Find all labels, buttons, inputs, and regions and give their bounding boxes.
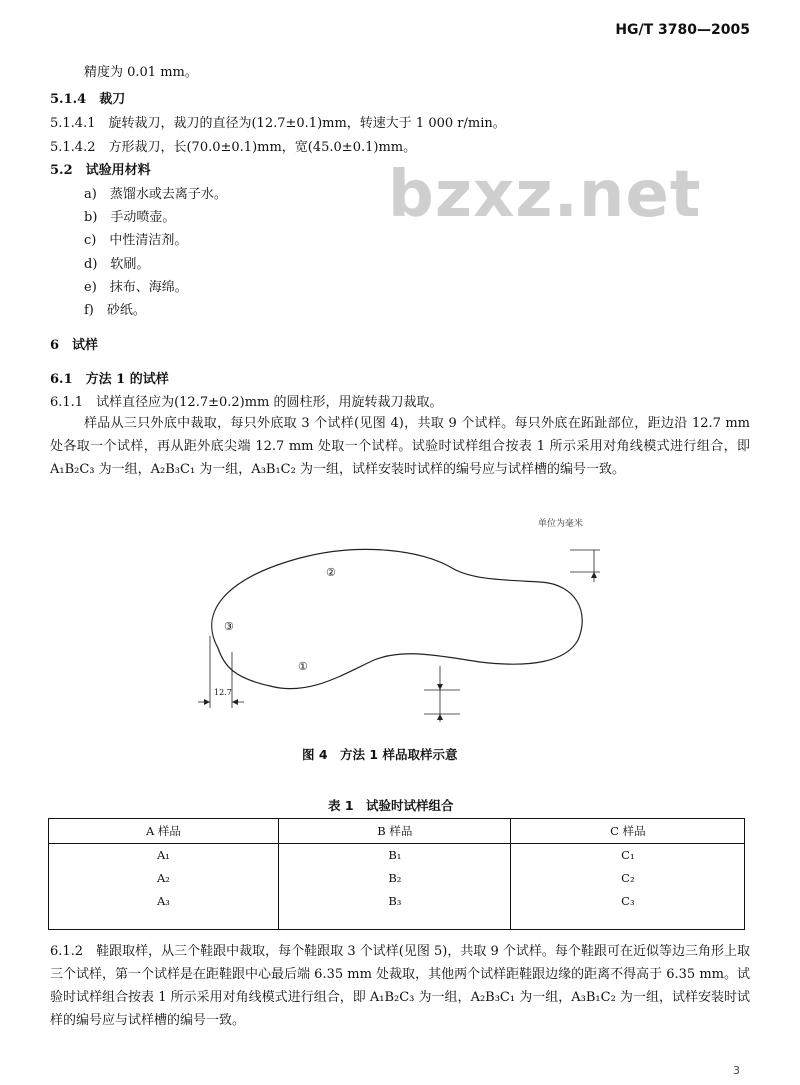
clause-5-1-4-1: 5.1.4.1 旋转裁刀，裁刀的直径为(12.7±0.1)mm，转速大于 1 000 r/min。 bbox=[50, 116, 506, 131]
table-left-rule bbox=[48, 819, 49, 929]
cell-c: C₁ bbox=[621, 847, 635, 862]
clause-5-1-4-2: 5.1.4.2 方形裁刀，长(70.0±0.1)mm，宽(45.0±0.1)mm。 bbox=[50, 140, 417, 155]
cell-b: B₂ bbox=[388, 870, 402, 885]
header-a: A 样品 bbox=[145, 824, 181, 838]
heading-5-2: 5.2 试验用材料 bbox=[50, 163, 151, 178]
table-row bbox=[48, 843, 745, 866]
list-item-e: e) 抹布、海绵。 bbox=[84, 280, 188, 295]
table-row bbox=[48, 866, 745, 889]
figure-caption: 图 4 方法 1 样品取样示意 bbox=[302, 747, 458, 762]
list-item-b: b) 手动喷壶。 bbox=[84, 210, 176, 225]
clause-6-1-1: 6.1.1 试样直径应为(12.7±0.2)mm 的圆柱形，用旋转裁刀裁取。 bbox=[50, 395, 443, 410]
cell-a: A₂ bbox=[157, 870, 170, 885]
cell-c: C₂ bbox=[621, 870, 635, 885]
heading-6-1: 6.1 方法 1 的试样 bbox=[50, 372, 169, 387]
table-header-rule bbox=[48, 843, 745, 844]
precision-line: 精度为 0.01 mm。 bbox=[84, 65, 198, 80]
standard-code: HG/T 3780—2005 bbox=[615, 22, 750, 38]
table-row bbox=[48, 889, 745, 912]
table-col-divider-2 bbox=[510, 819, 511, 929]
sample-mark-2: ② bbox=[326, 566, 336, 579]
list-item-f: f) 砂纸。 bbox=[84, 303, 146, 318]
sample-mark-3: ③ bbox=[224, 620, 234, 633]
list-item-d: d) 软刷。 bbox=[84, 257, 150, 272]
page-number: 3 bbox=[733, 1064, 740, 1077]
heading-5-1-4: 5.1.4 裁刀 bbox=[50, 92, 126, 107]
cell-b: B₃ bbox=[388, 893, 402, 908]
table-header-row bbox=[48, 819, 745, 843]
header-b: B 样品 bbox=[377, 824, 413, 838]
watermark: bzxz.net bbox=[388, 158, 702, 232]
unit-note: 单位为毫米 bbox=[538, 519, 584, 529]
heading-6: 6 试样 bbox=[50, 338, 99, 353]
table-right-rule bbox=[744, 819, 745, 929]
sample-combination-table bbox=[48, 819, 745, 912]
paragraph-6-1-1: 样品从三只外底中裁取，每只外底取 3 个试样(见图 4)，共取 9 个试样。每只外底在跖趾部位，距边沿 12.7 mm 处各取一个试样，再从距外底尖端 12.7 mm 处取一个试样。试验时试样组合按表 1 所示采用对角线模式进行组合，即 A₁B₂C₃ 为一组，A₂B₃C₁ 为一组，A₃B₁C₂ 为一组，试样安装时试样的编号应与试样槽的编号一致。 bbox=[50, 416, 750, 477]
header-c: C 样品 bbox=[610, 824, 646, 838]
list-item-a: a) 蒸馏水或去离子水。 bbox=[84, 187, 227, 202]
sample-mark-1: ① bbox=[298, 660, 308, 673]
cell-c: C₃ bbox=[621, 893, 635, 908]
table-bottom-rule bbox=[48, 929, 745, 930]
table-col-divider-1 bbox=[278, 819, 279, 929]
dimension-label: 12.7 bbox=[214, 688, 232, 697]
cell-a: A₁ bbox=[157, 847, 170, 862]
cell-b: B₁ bbox=[388, 847, 402, 862]
cell-a: A₃ bbox=[157, 893, 170, 908]
paragraph-6-1-2: 6.1.2 鞋跟取样，从三个鞋跟中裁取，每个鞋跟取 3 个试样(见图 5)，共取 9 个试样。每个鞋跟可在近似等边三角形上取三个试样，第一个试样是在距鞋跟中心最后端 6.35 mm 处裁取，其他两个试样距鞋跟边缘的距离不得高于 6.35 mm。试验时试样组合按表 1 所示采用对角线模式进行组合，即 A₁B₂C₃ 为一组，A₂B₃C₁ 为一组，A₃B₁C₂ 为一组，试样安装时试样的编号应与试样槽的编号一致。 bbox=[50, 944, 750, 1028]
list-item-c: c) 中性清洁剂。 bbox=[84, 233, 188, 248]
sole-diagram bbox=[190, 536, 620, 728]
table-caption: 表 1 试验时试样组合 bbox=[328, 798, 454, 813]
sole-outline bbox=[212, 549, 582, 688]
